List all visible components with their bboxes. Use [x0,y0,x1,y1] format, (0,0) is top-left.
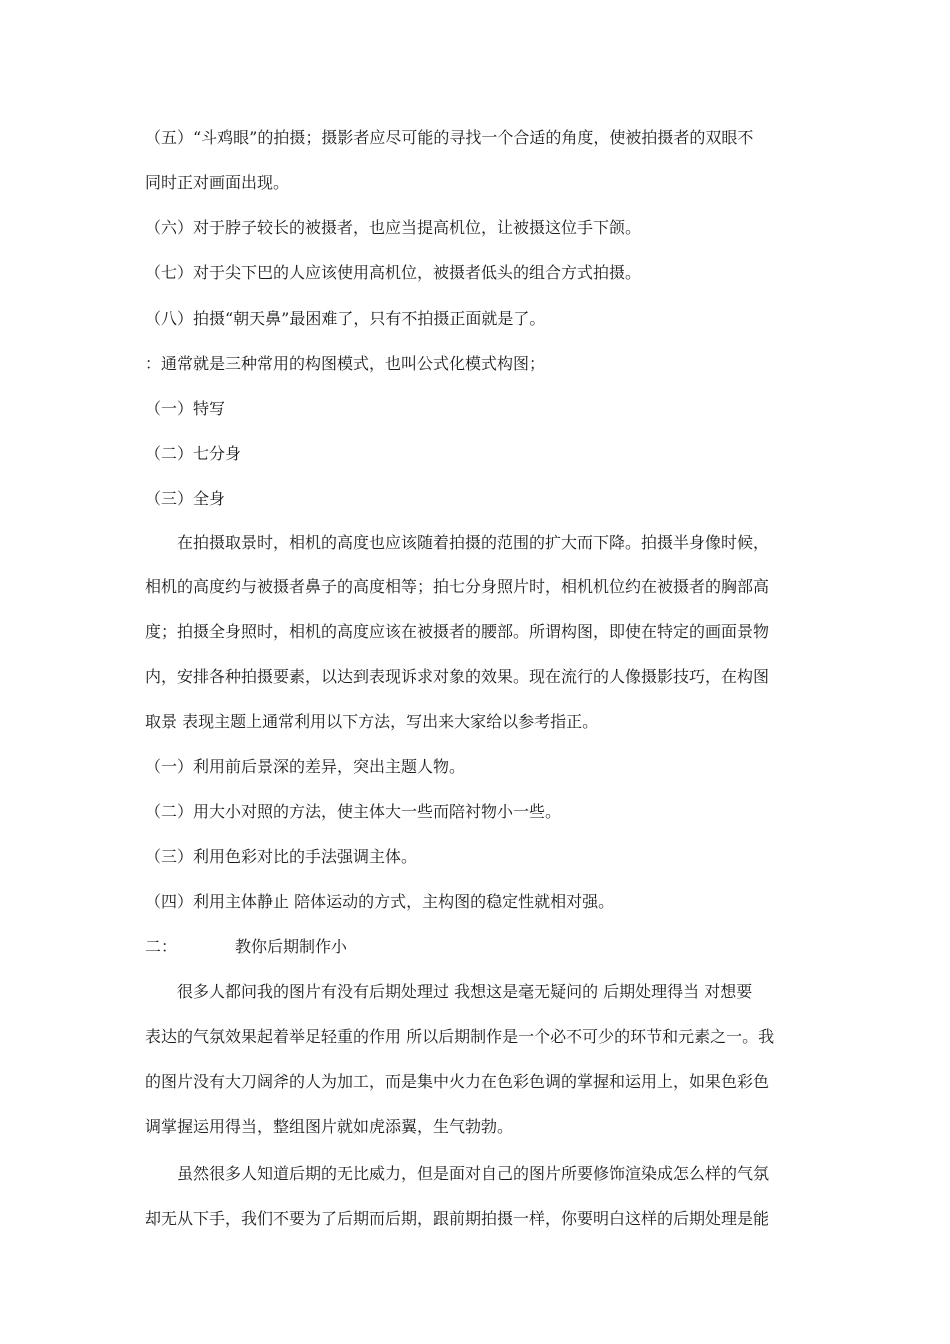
paragraph-line: 度；拍摄全身照时，相机的高度应该在被摄者的腰部。所谓构图，即使在特定的画面景物 [145,622,770,641]
paragraph-line: 却无从下手，我们不要为了后期而后期，跟前期拍摄一样，你要明白这样的后期处理是能 [145,1209,770,1228]
section-number: 二： [145,937,178,956]
section-title: 教你后期制作小 [235,937,348,956]
text-line: （五）“斗鸡眼”的拍摄；摄影者应尽可能的寻找一个合适的角度，使被拍摄者的双眼不 [145,128,754,147]
list-item: （三）全身 [145,489,226,508]
text-line: ：通常就是三种常用的构图模式，也叫公式化模式构图； [145,354,546,373]
text-line: 同时正对画面出现。 [145,173,290,192]
text-line: （八）拍摄“朝天鼻”最困难了，只有不拍摄正面就是了。 [145,309,546,328]
paragraph-line: 在拍摄取景时，相机的高度也应该随着拍摄的范围的扩大而下降。拍摄半身像时候， [177,533,770,552]
list-item: （一）利用前后景深的差异，突出主题人物。 [145,757,466,776]
paragraph-line: 虽然很多人知道后期的无比威力，但是面对自己的图片所要修饰渲染成怎么样的气氛 [177,1164,770,1183]
paragraph-line: 取景 表现主题上通常利用以下方法，写出来大家给以参考指正。 [145,712,599,731]
list-item: （二）用大小对照的方法，使主体大一些而陪衬物小一些。 [145,802,562,821]
list-item: （三）利用色彩对比的手法强调主体。 [145,847,418,866]
paragraph-line: 内，安排各种拍摄要素，以达到表现诉求对象的效果。现在流行的人像摄影技巧，在构图 [145,667,770,686]
section-heading [145,937,815,957]
text-line: （六）对于脖子较长的被摄者，也应当提高机位，让被摄这位手下颌。 [145,218,642,237]
text-line: （七）对于尖下巴的人应该使用高机位，被摄者低头的组合方式拍摄。 [145,263,642,282]
paragraph-line: 表达的气氛效果起着举足轻重的作用 所以后期制作是一个必不可少的环节和元素之一。我 [145,1027,775,1046]
paragraph-line: 的图片没有大刀阔斧的人为加工，而是集中火力在色彩色调的掌握和运用上，如果色彩色 [145,1072,770,1091]
list-item: （二）七分身 [145,444,242,463]
paragraph-line: 相机的高度约与被摄者鼻子的高度相等；拍七分身照片时，相机机位约在被摄者的胸部高 [145,577,770,596]
paragraph-line: 调掌握运用得当，整组图片就如虎添翼，生气勃勃。 [145,1117,514,1136]
list-item: （四）利用主体静止 陪体运动的方式，主构图的稳定性就相对强。 [145,892,615,911]
list-item: （一）特写 [145,399,226,418]
paragraph-line: 很多人都问我的图片有没有后期处理过 我想这是毫无疑问的 后期处理得当 对想要 [177,982,753,1001]
